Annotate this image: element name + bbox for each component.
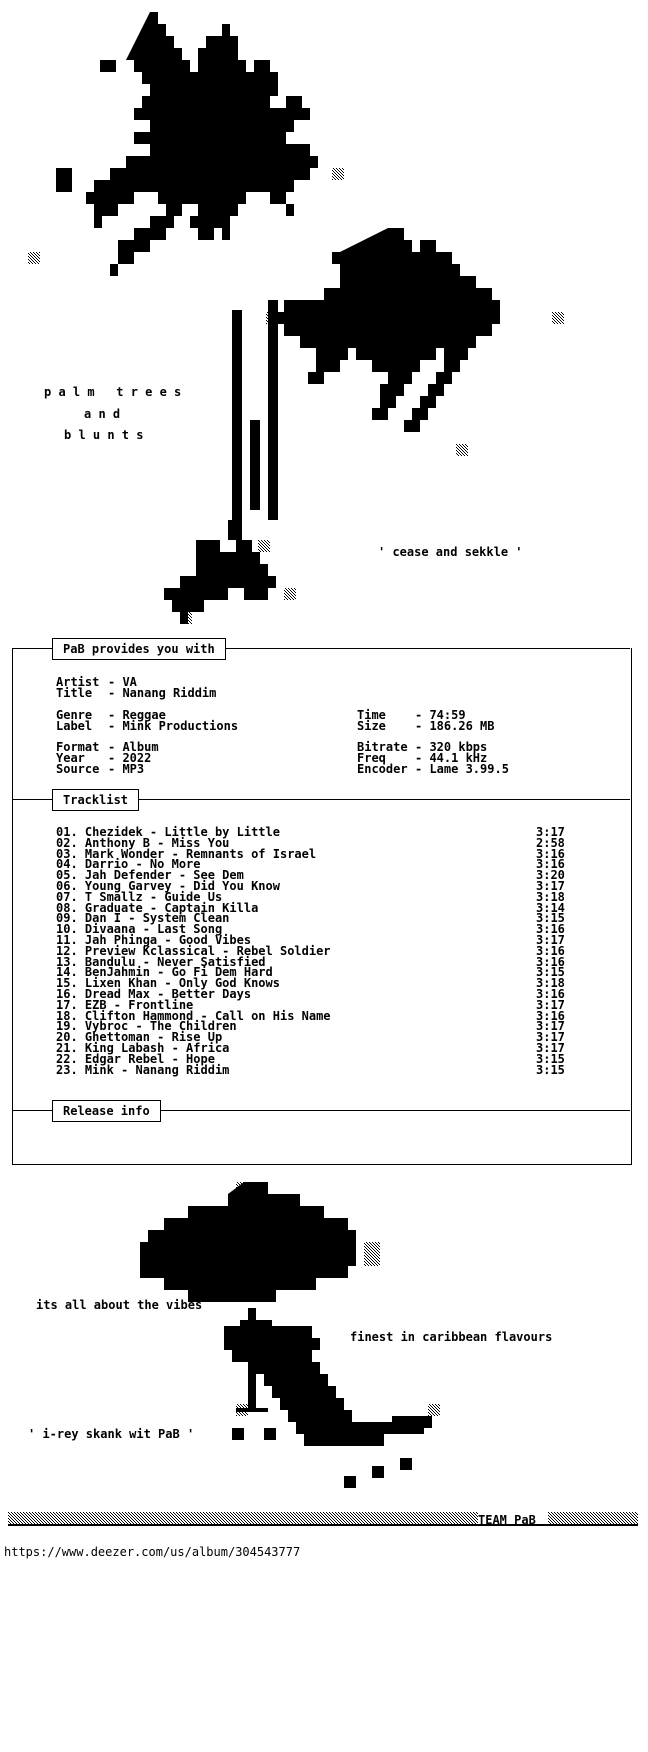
track-name: 20. Ghettoman - Rise Up bbox=[56, 1030, 223, 1045]
genre-label: Genre bbox=[56, 708, 93, 722]
section-title-release-info: Release info bbox=[52, 1100, 161, 1122]
flavours-text: finest in caribbean flavours bbox=[350, 1330, 553, 1344]
genre-value: Reggae bbox=[122, 708, 166, 722]
track-duration: 3:17 bbox=[536, 933, 565, 947]
umbrella-icon bbox=[140, 1182, 380, 1410]
track-name: 03. Mark Wonder - Remnants of Israel bbox=[56, 846, 317, 861]
track-duration: 3:17 bbox=[536, 1041, 565, 1055]
track-duration: 3:17 bbox=[536, 879, 565, 893]
track-name: 10. Divaana - Last Song bbox=[56, 922, 223, 937]
year-value-wrap: - 2022 bbox=[108, 751, 152, 765]
track-duration: 3:17 bbox=[536, 825, 565, 839]
track-name: 22. Edgar Rebel - Hope bbox=[56, 1051, 215, 1066]
track-name: 12. Preview Kclassical - Rebel Soldier bbox=[56, 943, 331, 958]
track-duration: 3:15 bbox=[536, 1051, 565, 1066]
title-value-wrap: - Nanang Riddim bbox=[108, 686, 217, 700]
track-name: 01. Chezidek - Little by Little bbox=[56, 825, 280, 839]
genre-value-wrap: - Reggae bbox=[108, 708, 166, 722]
source-label: Source bbox=[56, 762, 100, 776]
track-duration: 3:18 bbox=[536, 889, 565, 904]
footer-quote: ' i-rey skank wit PaB ' bbox=[28, 1427, 195, 1441]
label-label: Label bbox=[56, 719, 93, 733]
track-name: 15. Lixen Khan - Only God Knows bbox=[56, 976, 280, 991]
track-duration: 3:17 bbox=[536, 1019, 565, 1034]
source-row bbox=[56, 763, 99, 775]
track-name: 09. Dan I - System Clean bbox=[56, 911, 230, 926]
artist-label: Artist bbox=[56, 675, 100, 689]
track-duration: 3:18 bbox=[536, 976, 565, 991]
track-duration: 3:20 bbox=[536, 868, 565, 883]
bitrate-value: 320 kbps bbox=[429, 740, 488, 754]
label-row bbox=[56, 720, 92, 732]
track-name: 23. Mink - Nanang Riddim bbox=[56, 1062, 230, 1077]
track-name: 19. Vybroc - The Children bbox=[56, 1019, 237, 1034]
label-value: Mink Productions bbox=[122, 719, 239, 733]
size-value-wrap: - 186.26 MB bbox=[415, 719, 495, 733]
track-name: 14. BenJahmin - Go Fi Dem Hard bbox=[56, 965, 273, 980]
track-name: 16. Dread Max - Better Days bbox=[56, 987, 252, 1001]
track-name: 04. Darrio - No More bbox=[56, 857, 201, 872]
track-duration: 3:15 bbox=[536, 965, 565, 980]
track-name: 06. Young Garvey - Did You Know bbox=[56, 879, 280, 893]
track-name: 08. Graduate - Captain Killa bbox=[56, 900, 259, 915]
year-value: 2022 bbox=[122, 751, 152, 765]
track-name: 02. Anthony B - Miss You bbox=[56, 835, 230, 850]
track-name: 05. Jah Defender - See Dem bbox=[56, 868, 244, 883]
freq-label: Freq bbox=[357, 751, 386, 765]
title-row bbox=[56, 687, 92, 699]
source-value-wrap: - MP3 bbox=[108, 762, 145, 776]
track-name: 17. EZB - Frontline bbox=[56, 997, 194, 1012]
track-duration: 3:16 bbox=[536, 846, 565, 861]
bitrate-label: Bitrate bbox=[357, 740, 408, 754]
track-duration: 3:16 bbox=[536, 943, 565, 958]
year-label: Year bbox=[56, 751, 85, 765]
track-duration: 3:16 bbox=[536, 987, 565, 1001]
track-duration: 3:15 bbox=[536, 1062, 565, 1077]
team-label: TEAM PaB bbox=[478, 1513, 536, 1527]
tagline-line-1: p a l m t r e e s bbox=[44, 385, 182, 399]
source-value: MP3 bbox=[122, 762, 145, 776]
header-quote: ' cease and sekkle ' bbox=[378, 545, 523, 559]
track-duration: 3:16 bbox=[536, 857, 565, 872]
track-duration: 3:17 bbox=[536, 1030, 565, 1045]
track-name: 11. Jah Phinga - Good Vibes bbox=[56, 933, 252, 947]
palm-trees-ascii-art bbox=[0, 0, 648, 700]
track-duration: 3:14 bbox=[536, 900, 565, 915]
track-row bbox=[56, 1064, 574, 1076]
tagline-line-3: b l u n t s bbox=[64, 428, 144, 442]
track-duration: 3:17 bbox=[536, 997, 565, 1012]
encoder-value-wrap: - Lame 3.99.5 bbox=[415, 762, 509, 776]
track-name: 07. T Smallz - Guide Us bbox=[56, 889, 223, 904]
palm-tree-right-icon bbox=[250, 228, 564, 520]
title-label: Title bbox=[56, 686, 93, 700]
deck-chair-icon bbox=[224, 1320, 440, 1488]
track-name: 18. Clifton Hammond - Call on His Name bbox=[56, 1008, 331, 1023]
size-value: 186.26 MB bbox=[429, 719, 495, 733]
section-title-info: PaB provides you with bbox=[52, 638, 226, 660]
format-label: Format bbox=[56, 740, 100, 754]
section-title-tracklist: Tracklist bbox=[52, 789, 139, 811]
encoder-value: Lame 3.99.5 bbox=[429, 762, 509, 776]
time-value-wrap: - 74:59 bbox=[415, 708, 466, 722]
format-value: Album bbox=[122, 740, 159, 754]
title-value: Nanang Riddim bbox=[122, 686, 217, 700]
track-duration: 2:58 bbox=[536, 835, 565, 850]
time-value: 74:59 bbox=[429, 708, 466, 722]
format-value-wrap: - Album bbox=[108, 740, 159, 754]
encoder-label: Encoder bbox=[357, 762, 408, 776]
track-name: 21. King Labash - Africa bbox=[56, 1041, 230, 1055]
time-label: Time bbox=[357, 708, 386, 722]
freq-value: 44.1 kHz bbox=[429, 751, 488, 765]
freq-value-wrap: - 44.1 kHz bbox=[415, 751, 488, 765]
dither-bar bbox=[8, 1512, 638, 1526]
track-duration: 3:16 bbox=[536, 1008, 565, 1023]
label-value-wrap: - Mink Productions bbox=[108, 719, 239, 733]
artist-value: VA bbox=[122, 675, 137, 689]
track-duration: 3:16 bbox=[536, 922, 565, 937]
track-name: 13. Bandulu - Never Satisfied bbox=[56, 954, 266, 969]
track-duration: 3:16 bbox=[536, 954, 565, 969]
bitrate-value-wrap: - 320 kbps bbox=[415, 740, 488, 754]
track-duration: 3:15 bbox=[536, 911, 565, 926]
source-url-link[interactable]: https://www.deezer.com/us/album/304543777 bbox=[4, 1545, 301, 1559]
tagline-line-2: a n d bbox=[84, 407, 121, 421]
artist-value-wrap: - VA bbox=[108, 675, 137, 689]
vibes-text: its all about the vibes bbox=[36, 1298, 203, 1312]
size-label: Size bbox=[357, 719, 386, 733]
